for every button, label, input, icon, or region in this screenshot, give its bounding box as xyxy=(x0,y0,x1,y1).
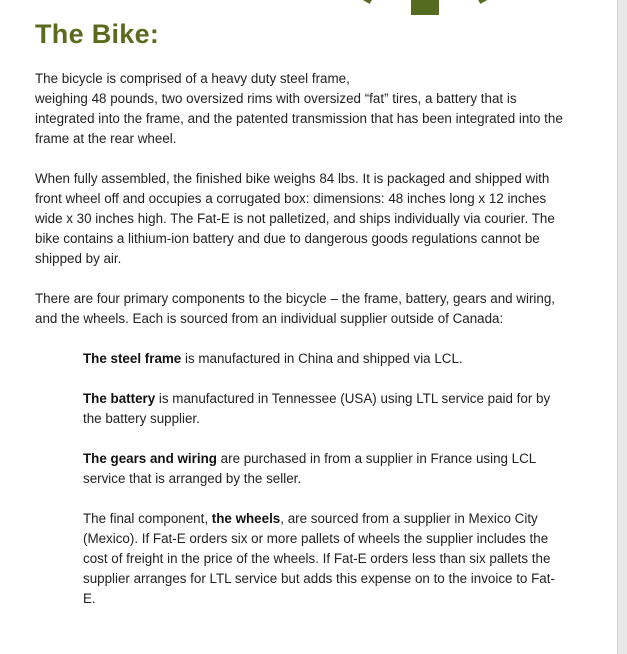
component-name: the wheels xyxy=(211,511,281,526)
paragraph-text: weighing 48 pounds, two oversized rims with oversized “fat” tires, a battery that is integrated into the frame, and the patented transmission that has been integrated into the frame at the rear wheel. xyxy=(35,91,563,146)
page-edge xyxy=(617,0,627,654)
component-text: The final component, xyxy=(83,511,212,526)
component-text: is manufactured in Tennessee (USA) using LTL service paid for by the battery supplier. xyxy=(83,391,551,426)
paragraph-line: The bicycle is comprised of a heavy duty steel frame, xyxy=(35,71,350,86)
bike-description-paragraph xyxy=(35,69,570,149)
steel-frame-item xyxy=(83,349,563,369)
assembly-paragraph: When fully assembled, the finished bike weighs 84 lbs. It is packaged and shipped with front wheel off and occupies a corrugated box: dimensions: 48 inches long x 12 inches wide x 30 inches high. The Fat-E is not palletized, and ships individually via courier. The bike contains a lithium-ion battery and due to dangerous goods regulations cannot be shipped by air. xyxy=(35,171,555,266)
component-text: is manufactured in China and shipped via LCL. xyxy=(181,351,463,366)
battery-item xyxy=(83,389,563,429)
component-name: The battery xyxy=(83,391,156,406)
gears-wiring-item xyxy=(83,449,563,489)
components-intro-paragraph: There are four primary components to the bicycle – the frame, battery, gears and wiring, and the wheels. Each is sourced from an individual supplier outside of Canada: xyxy=(35,291,555,326)
gear-bike-photo-icon xyxy=(300,0,540,70)
wheels-item xyxy=(83,509,563,609)
component-text: , are sourced from a supplier in Mexico City (Mexico). If Fat-E orders six or more pallets of wheels the supplier includes the cost of freight in the price of the wheels. If Fat-E orders less than six pallets the supplier arranges for LTL service but adds this expense on to the invoice to Fat-E. xyxy=(83,511,555,606)
component-text: are purchased in from a supplier in France using LCL service that is arranged by the seller. xyxy=(83,451,536,486)
page-title: The Bike: xyxy=(35,19,160,49)
component-name: The steel frame xyxy=(83,351,182,366)
component-name: The gears and wiring xyxy=(83,451,217,466)
